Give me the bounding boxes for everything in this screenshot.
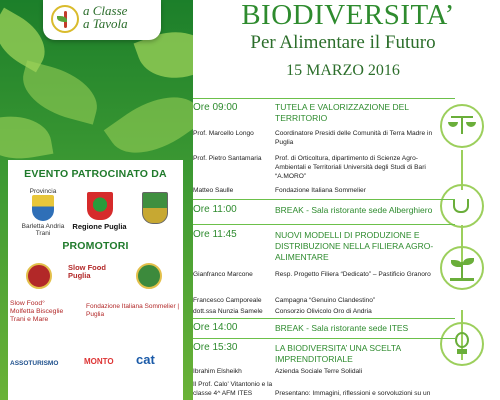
speaker-name: Il Prof. Calo' Vitantonio e la classe 4^ AFM ITES	[193, 381, 273, 397]
speaker-name: dott.ssa Nunzia Samele	[193, 308, 263, 315]
speaker-role: Campagna “Genuino Clandestino”	[275, 297, 376, 304]
sprout-icon	[440, 246, 484, 290]
session-title: NUOVI MODELLI DI PRODUZIONE E DISTRIBUZIONE NELLA FILIERA AGRO-ALIMENTARE	[275, 230, 434, 262]
provincia-shield-icon	[32, 195, 54, 221]
slow-food-molfetta-logo: Slow Food° Molfetta Bisceglie Trani e Mare	[10, 300, 64, 323]
leaf-decoration	[16, 60, 105, 124]
speaker-role: Prof. di Orticoltura, dipartimento di Scienze Agro-Ambientali e Territoriali Università degli Studi di Bari “A.MORO”	[275, 155, 426, 180]
patrocinio-logos	[8, 188, 183, 237]
event-logo	[43, 0, 161, 40]
promoter-logo-3	[136, 263, 166, 291]
speaker-name: Ibrahim Elsheikh	[193, 368, 242, 375]
speaker-role: Fondazione Italiana Sommelier	[275, 187, 366, 194]
leaf-decoration	[104, 79, 193, 172]
session-time: Ore 11:00	[193, 204, 237, 215]
assoturismo-logo: ASSOTURISMO	[10, 360, 59, 367]
session-title: TUTELA E VALORIZZAZIONE DEL TERRITORIO	[275, 102, 409, 123]
divider	[193, 98, 455, 99]
divider	[193, 224, 455, 225]
bulb-icon	[440, 322, 484, 366]
patrocinio-heading: EVENTO PATROCINATO DA	[24, 168, 167, 180]
session-title: LA BIODIVERSITA’ UNA SCELTA IMPRENDITORIALE	[275, 343, 401, 364]
provincia-bat-logo: Provincia Barletta Andria Trani	[21, 188, 65, 237]
speaker-name: Prof. Marcello Longo	[193, 130, 254, 137]
divider	[193, 199, 455, 200]
speaker-name: Gianfranco Marcone	[193, 271, 253, 278]
session-time: Ore 15:30	[193, 342, 238, 353]
comune-crest-icon	[142, 192, 168, 224]
session-title: BREAK - Sala ristorante sede Alberghiero	[275, 205, 433, 215]
page-subtitle: Per Alimentare il Futuro	[250, 32, 436, 53]
speaker-role: Consorzio Olivicolo Oro di Andria	[275, 308, 372, 315]
session-time: Ore 14:00	[193, 322, 238, 333]
session-time: Ore 11:45	[193, 229, 237, 240]
fork-leaf-logo-icon	[51, 5, 79, 33]
sidebar	[0, 0, 193, 400]
scale-icon	[440, 104, 484, 148]
slow-food-puglia-logo: Slow Food Puglia	[68, 263, 106, 280]
session-title: BREAK - Sala ristorante sede ITES	[275, 323, 409, 333]
divider	[193, 318, 455, 319]
page-title: BIODIVERSITA’	[241, 0, 455, 31]
program-main	[193, 0, 500, 400]
speaker-role: Presentano: Immagini, riflessioni e sorvoluzioni su un	[275, 390, 431, 397]
fis-puglia-logo: Fondazione Italiana Sommelier | Puglia	[86, 303, 180, 318]
sponsors-panel	[8, 160, 183, 400]
logo-text: a Classe a Tavola	[83, 3, 128, 31]
promoter-badge-icon	[26, 263, 52, 289]
promoter-logo-1	[26, 263, 56, 291]
speaker-name: Francesco Camporeale	[193, 297, 262, 304]
regione-puglia-shield-icon	[87, 192, 113, 220]
regione-puglia-logo: Regione Puglia	[72, 188, 127, 231]
monto-logo: MONTO	[84, 357, 114, 366]
speaker-name: Prof. Pietro Santamaria	[193, 155, 262, 162]
break-cup-icon	[440, 184, 484, 228]
leaf-decoration	[0, 109, 53, 165]
speaker-role: Resp. Progetto Filiera “Dedicato” – Pastificio Granoro	[275, 271, 431, 278]
comune-logo	[130, 188, 180, 226]
cat-logo: cat	[136, 352, 155, 367]
promoter-seal-icon	[136, 263, 162, 289]
speaker-name: Matteo Saulle	[193, 187, 234, 194]
promotori-heading: PROMOTORI	[62, 240, 129, 252]
speaker-role: Coordinatore Presidi delle Comunità di Terra Madre in Puglia	[275, 130, 433, 146]
session-time: Ore 09:00	[193, 102, 238, 113]
event-date: 15 MARZO 2016	[286, 62, 400, 79]
divider	[193, 338, 455, 339]
speaker-role: Azienda Sociale Terre Solidali	[275, 368, 363, 375]
